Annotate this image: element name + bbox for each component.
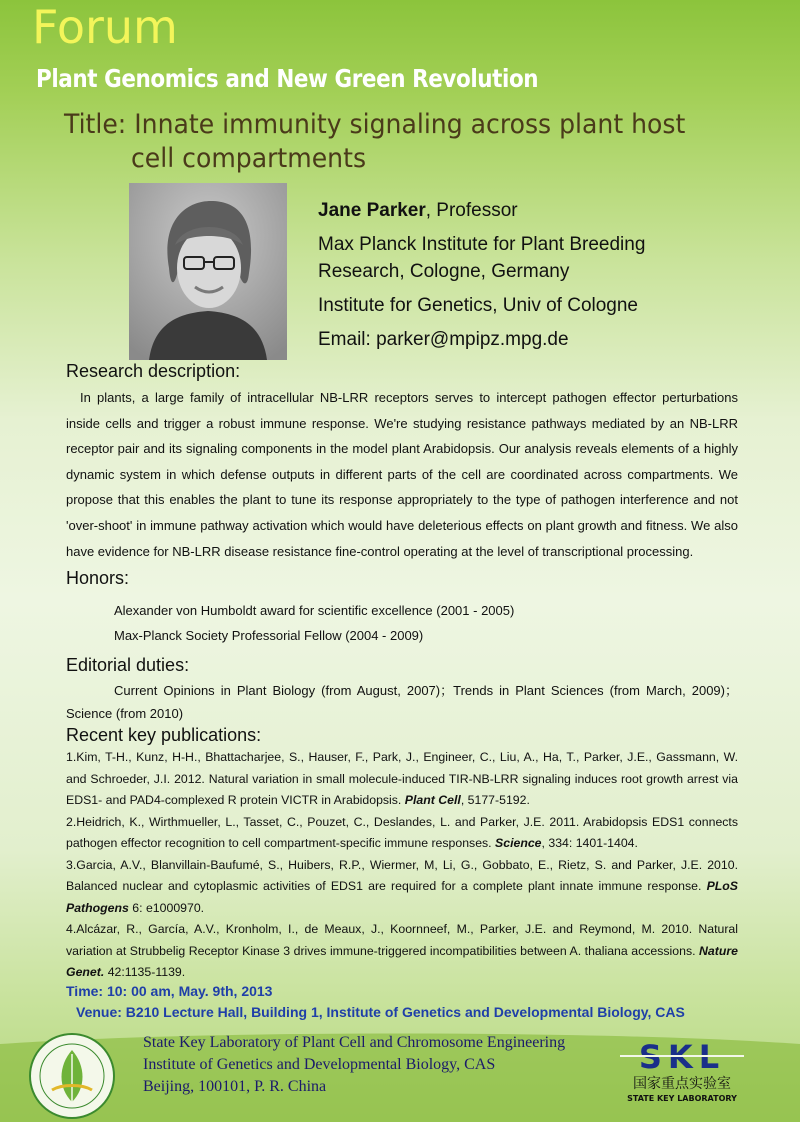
footer-line-1: State Key Laboratory of Plant Cell and Chromosome Engineering	[143, 1034, 566, 1051]
publication-item: 1.Kim, T-H., Kunz, H-H., Bhattacharjee, S., Hauser, F., Park, J., Engineer, C., Liu, A., Ha, T., Parker, J.E., Gassmann, W. and Schroeder, J.I. 2012. Natural variation in small molecule-induced TIR-NB-LRR signaling induces root growth arrest via EDS1- and PAD4-complexed R protein VICTR in Arabidopsis. Plant Cell, 5177-5192.	[66, 750, 738, 807]
footer-address	[143, 1032, 565, 1098]
affiliation-1-line2: Research, Cologne, Germany	[318, 261, 570, 282]
footer-line-2: Institute of Genetics and Developmental Biology, CAS	[143, 1056, 496, 1073]
editorial-heading: Editorial duties:	[66, 655, 190, 675]
publication-item: 3.Garcia, A.V., Blanvillain-Baufumé, S., Huibers, R.P., Wiermer, M, Li, G., Gobbato, E., Rietz, S. and Parker, J.E. 2010. Balanced nuclear and cytoplasmic activities of EDS1 are required for a complete plant innate immune response. PLoS Pathogens 6: e1000970.	[66, 857, 738, 915]
honor-item: Max-Planck Society Professorial Fellow (2004 - 2009)	[114, 628, 424, 643]
footer-line-3: Beijing, 100101, P. R. China	[143, 1078, 327, 1095]
honor-item: Alexander von Humboldt award for scientific excellence (2001 - 2005)	[114, 603, 515, 618]
skl-logo-text: SKL	[638, 1038, 726, 1076]
speaker-portrait-image	[129, 183, 287, 360]
forum-subtitle: Plant Genomics and New Green Revolution	[36, 64, 539, 93]
affiliation-2: Institute for Genetics, Univ of Cologne	[318, 295, 638, 316]
publication-item: 2.Heidrich, K., Wirthmueller, L., Tasset, C., Pouzet, C., Deslandes, L. and Parker, J.E. 2011. Arabidopsis EDS1 connects pathogen effector recognition to cell compartment-specific immune responses. Science, 334: 1401-1404.	[66, 814, 738, 850]
honors-heading: Honors:	[66, 568, 130, 588]
research-heading: Research description:	[66, 361, 241, 381]
talk-title-line2: cell compartments	[130, 143, 367, 174]
skl-chinese-name: 国家重点实验室	[633, 1076, 731, 1092]
talk-title-line1: Title: Innate immunity signaling across plant host	[64, 109, 686, 140]
speaker-info	[318, 197, 645, 353]
speaker-name: Jane Parker	[318, 200, 426, 221]
forum-heading: Forum	[32, 0, 178, 54]
journal-name: Plant Cell	[404, 793, 461, 807]
affiliation-1-line1: Max Planck Institute for Plant Breeding	[318, 234, 646, 255]
talk-title	[64, 108, 685, 176]
speaker-photo	[129, 183, 287, 360]
publications-heading: Recent key publications:	[66, 725, 262, 745]
journal-name: Science	[495, 836, 542, 850]
skl-logo	[612, 1038, 752, 1108]
speaker-role: , Professor	[425, 200, 518, 221]
skl-english-name: STATE KEY LABORATORY	[627, 1094, 737, 1103]
journal-name: PLoS Pathogens	[66, 879, 738, 915]
institute-emblem-icon	[28, 1032, 116, 1120]
editorial-duties: Current Opinions in Plant Biology (from August, 2007)；Trends in Plant Sciences (from March, 2009)；Science (from 2010)	[66, 683, 738, 721]
publications-list	[66, 747, 738, 984]
speaker-email[interactable]: Email: parker@mpipz.mpg.de	[318, 329, 569, 350]
research-description: In plants, a large family of intracellular NB-LRR receptors serves to intercept pathogen effector perturbations inside cells and trigger a robust immune response. We're studying resistance pathways mediated by an NB-LRR receptor pair and its signaling components in the model plant Arabidopsis. Our analysis reveals elements of a highly dynamic system in which defense outputs in different parts of the cell are coordinated across compartments. We propose that this enables the plant to tune its response appropriately to the type of pathogen interference and not 'over-shoot' in immune pathway activation which would have deleterious effects on plant growth and fitness. We also have evidence for NB-LRR disease resistance fine-control operating at the level of transcriptional processing.	[66, 390, 738, 559]
journal-name: Nature Genet.	[66, 943, 738, 979]
event-venue: Venue: B210 Lecture Hall, Building 1, Institute of Genetics and Developmental Biology, CAS	[76, 1004, 685, 1020]
publication-item: 4.Alcázar, R., García, A.V., Kronholm, I., de Meaux, J., Koornneef, M., Parker, J.E. and Reymond, M. 2010. Natural variation at Strubbelig Receptor Kinase 3 drives immune-triggered incompatibilities between A. thaliana accessions. Nature Genet. 42:1135-1139.	[66, 922, 738, 979]
event-time: Time: 10: 00 am, May. 9th, 2013	[66, 983, 273, 999]
